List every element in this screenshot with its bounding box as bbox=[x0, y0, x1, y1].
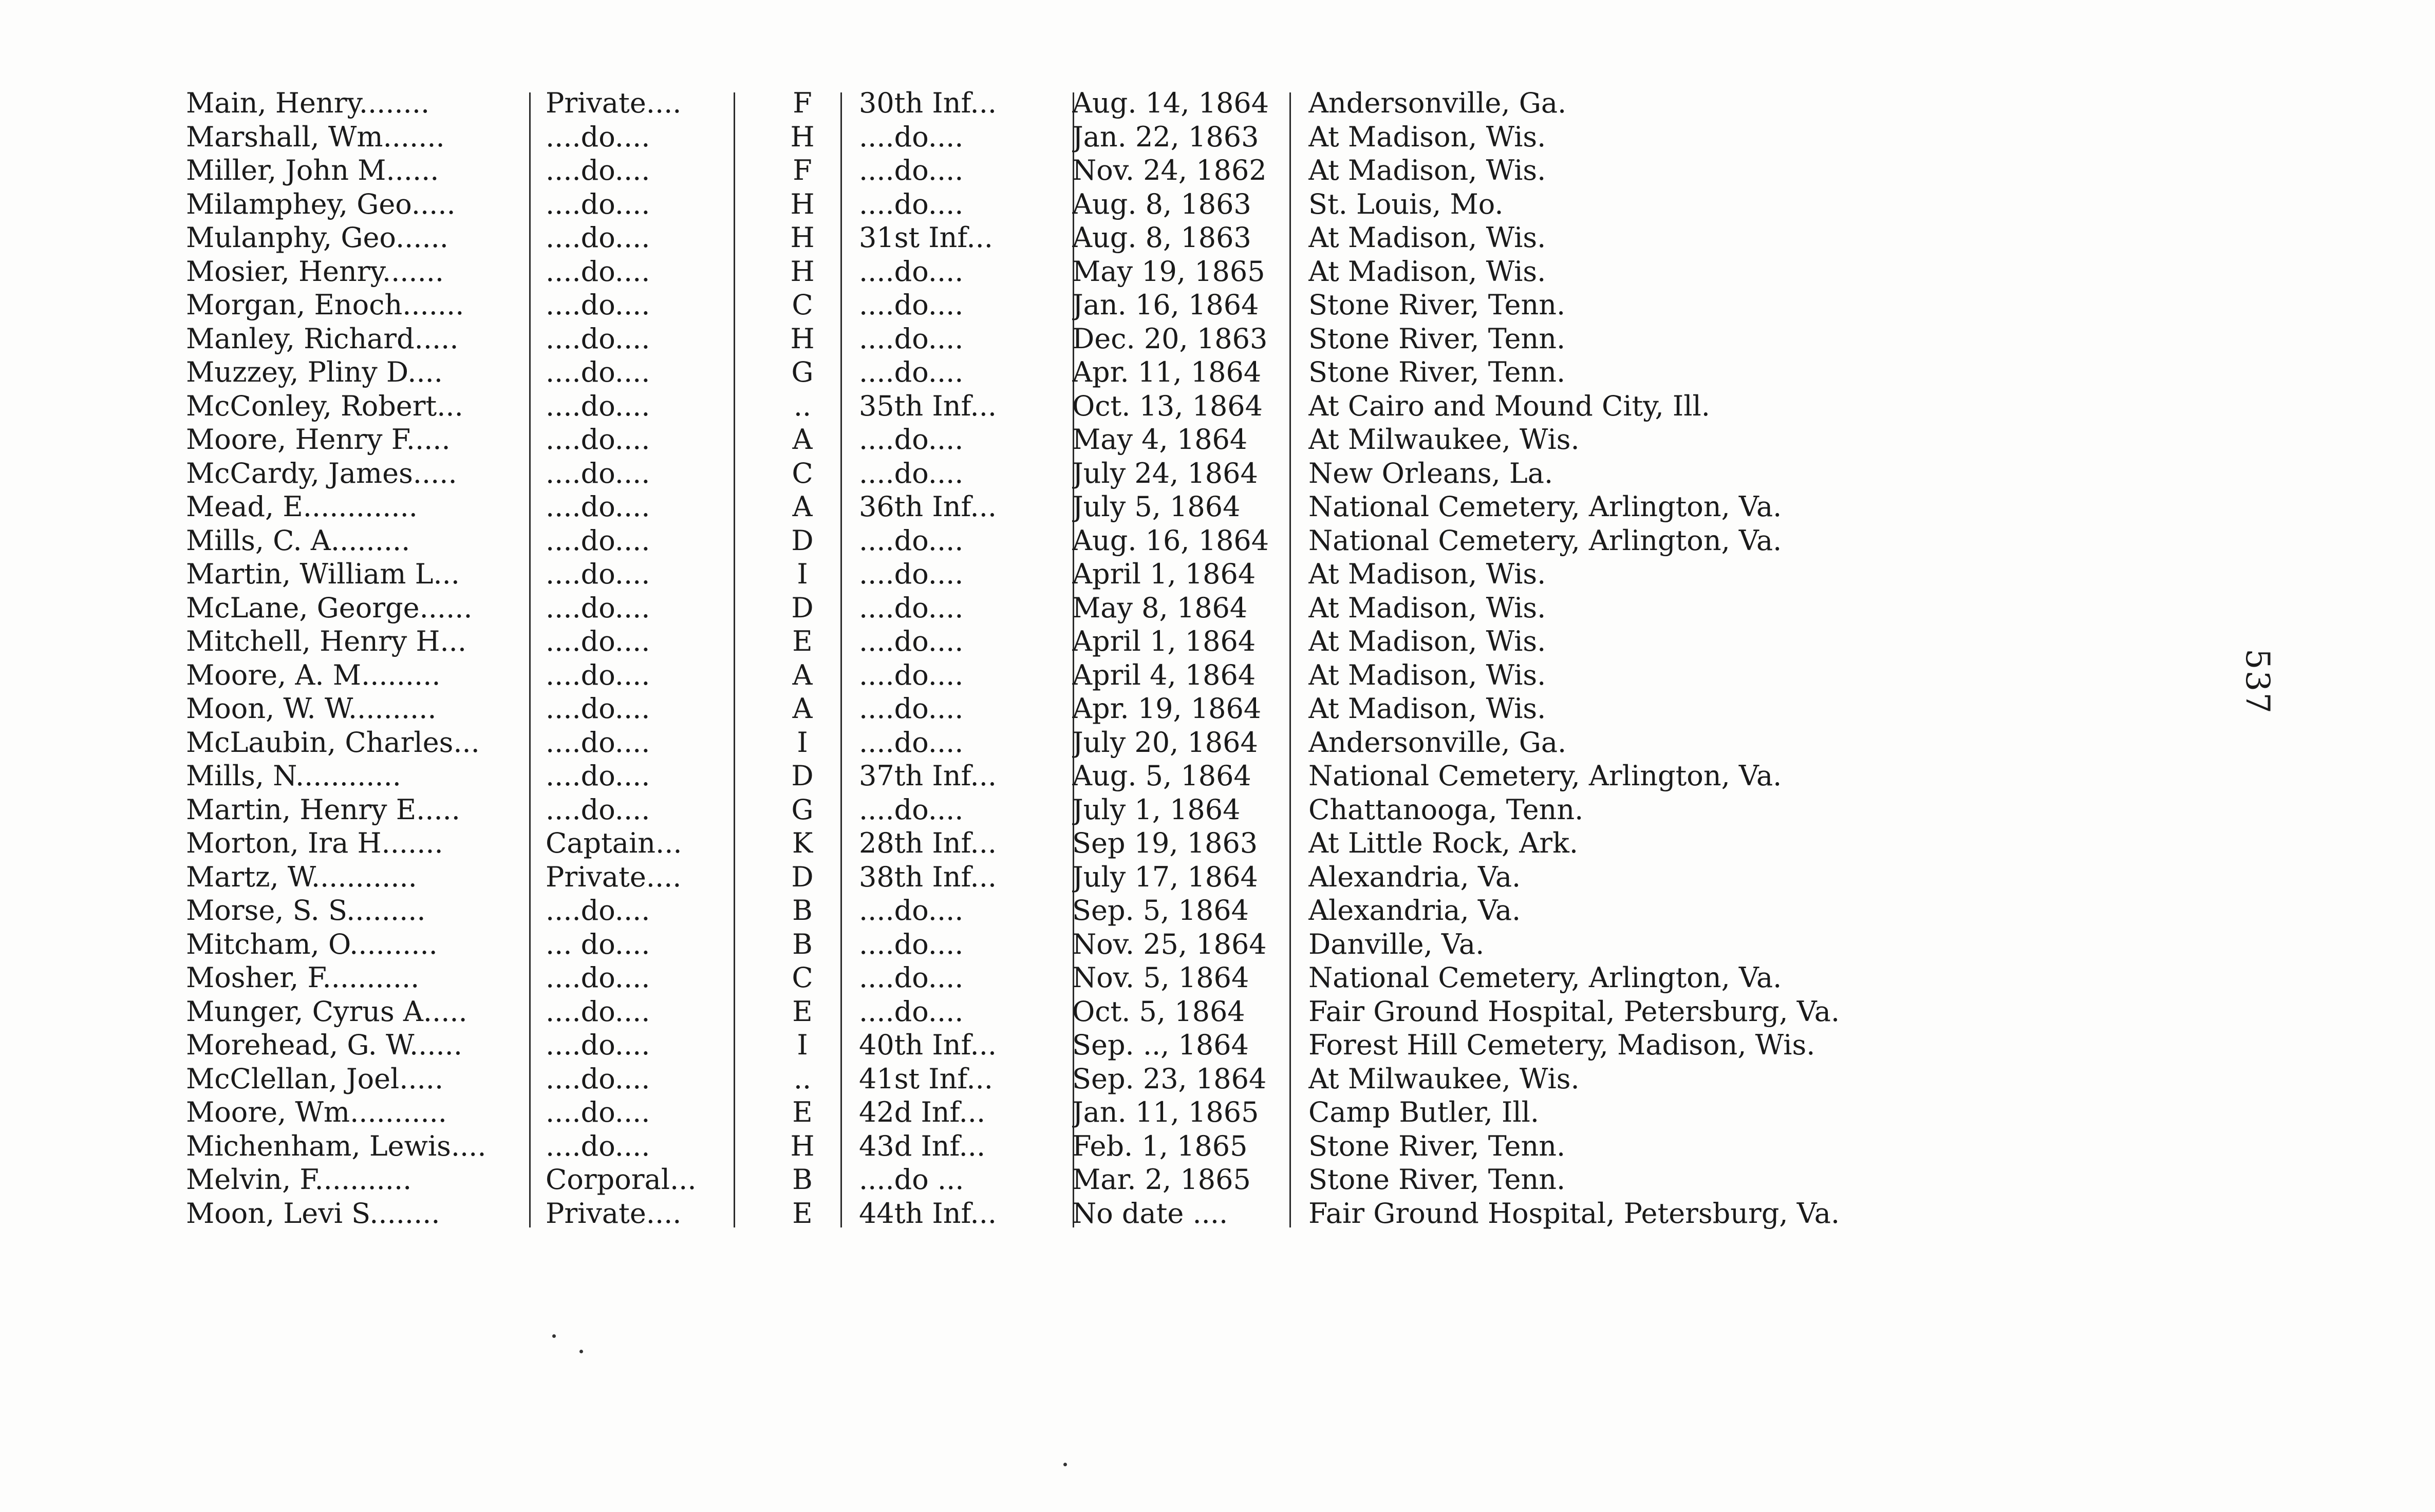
table-row bbox=[186, 154, 1933, 187]
table-row bbox=[186, 490, 1933, 524]
soldier-company: D bbox=[791, 760, 814, 792]
soldier-rank: ....do.... bbox=[546, 289, 650, 321]
table-row bbox=[186, 894, 1933, 928]
soldier-name: Mills, C. A......... bbox=[186, 524, 410, 557]
soldier-name: Martz, W............ bbox=[186, 860, 417, 893]
soldier-regiment: ....do.... bbox=[859, 928, 964, 960]
soldier-regiment: ....do.... bbox=[859, 692, 964, 725]
burial-place: Stone River, Tenn. bbox=[1308, 1163, 1566, 1196]
soldier-regiment: 36th Inf... bbox=[859, 490, 997, 523]
table-row bbox=[186, 457, 1933, 490]
death-date: July 17, 1864 bbox=[1072, 860, 1258, 893]
soldier-regiment: 30th Inf... bbox=[859, 87, 997, 119]
soldier-company: E bbox=[792, 995, 813, 1028]
soldier-rank: ....do.... bbox=[546, 1129, 650, 1162]
soldier-regiment: 35th Inf... bbox=[859, 389, 997, 422]
soldier-company: D bbox=[791, 860, 814, 893]
soldier-rank: ....do.... bbox=[546, 120, 650, 153]
death-date: April 4, 1864 bbox=[1072, 658, 1256, 691]
table-row bbox=[186, 322, 1933, 356]
ink-speck bbox=[1063, 1463, 1067, 1466]
soldier-regiment: 40th Inf... bbox=[859, 1029, 997, 1061]
soldier-rank: Corporal... bbox=[546, 1163, 697, 1196]
soldier-name: Main, Henry........ bbox=[186, 87, 430, 119]
soldier-company: E bbox=[792, 1096, 813, 1128]
soldier-regiment: ....do.... bbox=[859, 524, 964, 557]
soldier-rank: ....do.... bbox=[546, 625, 650, 657]
burial-place: At Madison, Wis. bbox=[1308, 221, 1546, 254]
soldier-rank: ....do.... bbox=[546, 793, 650, 826]
soldier-company: C bbox=[792, 961, 813, 994]
death-date: Jan. 16, 1864 bbox=[1072, 289, 1259, 321]
death-date: Sep 19, 1863 bbox=[1072, 827, 1258, 859]
death-date: April 1, 1864 bbox=[1072, 625, 1256, 657]
death-date: Aug. 5, 1864 bbox=[1072, 760, 1251, 792]
soldier-name: Moon, Levi S........ bbox=[186, 1197, 440, 1230]
soldier-rank: Captain... bbox=[546, 827, 682, 859]
soldier-company: K bbox=[792, 827, 813, 859]
soldier-name: Mulanphy, Geo...... bbox=[186, 221, 448, 254]
table-row bbox=[186, 1129, 1933, 1163]
soldier-regiment: ....do.... bbox=[859, 558, 964, 590]
burial-place: At Madison, Wis. bbox=[1308, 120, 1546, 153]
ink-speck bbox=[579, 1350, 583, 1353]
soldier-rank: ....do.... bbox=[546, 524, 650, 557]
soldier-regiment: ....do.... bbox=[859, 154, 964, 186]
soldier-company: C bbox=[792, 289, 813, 321]
table-row bbox=[186, 928, 1933, 961]
soldier-company: .. bbox=[793, 389, 812, 422]
table-row bbox=[186, 255, 1933, 289]
soldier-name: Moore, A. M......... bbox=[186, 658, 441, 691]
soldier-name: Milamphey, Geo..... bbox=[186, 187, 456, 220]
soldier-rank: ....do.... bbox=[546, 692, 650, 725]
soldier-name: Morehead, G. W...... bbox=[186, 1029, 462, 1061]
burial-place: New Orleans, La. bbox=[1308, 457, 1553, 489]
burial-place: At Little Rock, Ark. bbox=[1308, 827, 1578, 859]
soldier-name: Moore, Wm........... bbox=[186, 1096, 447, 1128]
soldier-rank: ....do.... bbox=[546, 389, 650, 422]
table-row bbox=[186, 1062, 1933, 1096]
soldier-company: E bbox=[792, 1197, 813, 1230]
table-row bbox=[186, 288, 1933, 322]
burial-place: At Madison, Wis. bbox=[1308, 591, 1546, 624]
soldier-company: I bbox=[797, 558, 808, 590]
death-date: Oct. 13, 1864 bbox=[1072, 389, 1263, 422]
table-row bbox=[186, 423, 1933, 457]
soldier-regiment: ....do.... bbox=[859, 289, 964, 321]
burial-place: At Madison, Wis. bbox=[1308, 255, 1546, 288]
death-date: July 20, 1864 bbox=[1072, 726, 1258, 759]
soldier-regiment: ....do.... bbox=[859, 423, 964, 456]
table-row bbox=[186, 625, 1933, 658]
soldier-regiment: 41st Inf... bbox=[859, 1062, 993, 1095]
soldier-name: Moon, W. W.......... bbox=[186, 692, 437, 725]
table-row bbox=[186, 389, 1933, 423]
table-row bbox=[186, 726, 1933, 760]
page-number: 537 bbox=[2238, 648, 2277, 715]
burial-place: At Cairo and Mound City, Ill. bbox=[1308, 389, 1710, 422]
ink-speck bbox=[552, 1334, 556, 1338]
table-row bbox=[186, 793, 1933, 827]
soldier-company: I bbox=[797, 726, 808, 759]
burial-place: Chattanooga, Tenn. bbox=[1308, 793, 1584, 826]
soldier-company: A bbox=[792, 490, 813, 523]
soldier-name: McConley, Robert... bbox=[186, 389, 463, 422]
table-row bbox=[186, 355, 1933, 389]
soldier-regiment: ....do.... bbox=[859, 625, 964, 657]
death-date: Apr. 19, 1864 bbox=[1072, 692, 1262, 725]
table-row bbox=[186, 1197, 1933, 1231]
burial-place: Fair Ground Hospital, Petersburg, Va. bbox=[1308, 1197, 1840, 1230]
soldier-company: E bbox=[792, 625, 813, 657]
soldier-name: Melvin, F........... bbox=[186, 1163, 412, 1196]
soldier-name: McClellan, Joel..... bbox=[186, 1062, 444, 1095]
soldier-name: Mitchell, Henry H... bbox=[186, 625, 467, 657]
soldier-regiment: ....do.... bbox=[859, 591, 964, 624]
soldier-name: Mills, N............ bbox=[186, 760, 401, 792]
table-row bbox=[186, 591, 1933, 625]
death-date: No date .... bbox=[1072, 1197, 1228, 1230]
table-row bbox=[186, 1028, 1933, 1062]
burial-place: National Cemetery, Arlington, Va. bbox=[1308, 490, 1782, 523]
death-date: May 19, 1865 bbox=[1072, 255, 1265, 288]
death-date: Nov. 25, 1864 bbox=[1072, 928, 1267, 960]
soldier-regiment: 42d Inf... bbox=[859, 1096, 986, 1128]
soldier-name: McLaubin, Charles... bbox=[186, 726, 480, 759]
soldier-regiment: ....do.... bbox=[859, 322, 964, 355]
burial-place: National Cemetery, Arlington, Va. bbox=[1308, 961, 1782, 994]
soldier-name: Martin, Henry E..... bbox=[186, 793, 460, 826]
soldier-name: Manley, Richard..... bbox=[186, 322, 459, 355]
burial-place: At Madison, Wis. bbox=[1308, 558, 1546, 590]
burial-place: Alexandria, Va. bbox=[1308, 894, 1521, 927]
soldier-name: Michenham, Lewis.... bbox=[186, 1129, 486, 1162]
table-row bbox=[186, 187, 1933, 221]
soldier-rank: ....do.... bbox=[546, 423, 650, 456]
soldier-rank: ....do.... bbox=[546, 356, 650, 388]
death-date: Aug. 16, 1864 bbox=[1072, 524, 1269, 557]
table-row bbox=[186, 826, 1933, 860]
burial-place: At Madison, Wis. bbox=[1308, 692, 1546, 725]
soldier-regiment: 44th Inf... bbox=[859, 1197, 997, 1230]
burial-place: Andersonville, Ga. bbox=[1308, 726, 1567, 759]
soldier-name: Munger, Cyrus A..... bbox=[186, 995, 467, 1028]
soldier-name: Morse, S. S......... bbox=[186, 894, 426, 927]
soldier-company: B bbox=[792, 1163, 813, 1196]
soldier-rank: ....do.... bbox=[546, 591, 650, 624]
soldier-rank: ....do.... bbox=[546, 154, 650, 186]
soldier-name: Mitcham, O.......... bbox=[186, 928, 438, 960]
soldier-regiment: ....do.... bbox=[859, 255, 964, 288]
soldier-regiment: ....do.... bbox=[859, 995, 964, 1028]
soldier-regiment: ....do.... bbox=[859, 356, 964, 388]
burial-place: Stone River, Tenn. bbox=[1308, 289, 1566, 321]
death-date: Aug. 14, 1864 bbox=[1072, 87, 1269, 119]
soldier-rank: Private.... bbox=[546, 1197, 682, 1230]
soldier-regiment: ....do ... bbox=[859, 1163, 964, 1196]
soldier-company: B bbox=[792, 928, 813, 960]
soldier-company: I bbox=[797, 1029, 808, 1061]
soldier-company: B bbox=[792, 894, 813, 927]
table-row bbox=[186, 692, 1933, 726]
death-date: Apr. 11, 1864 bbox=[1072, 356, 1262, 388]
soldier-rank: Private.... bbox=[546, 87, 682, 119]
death-date: Sep. .., 1864 bbox=[1072, 1029, 1249, 1061]
soldier-company: H bbox=[790, 322, 815, 355]
soldier-name: McCardy, James..... bbox=[186, 457, 457, 489]
soldier-company: D bbox=[791, 524, 814, 557]
soldier-rank: ....do.... bbox=[546, 1029, 650, 1061]
burial-place: Camp Butler, Ill. bbox=[1308, 1096, 1540, 1128]
table-row bbox=[186, 995, 1933, 1029]
soldier-company: A bbox=[792, 692, 813, 725]
soldier-rank: ....do.... bbox=[546, 490, 650, 523]
table-row bbox=[186, 759, 1933, 793]
soldier-name: Muzzey, Pliny D.... bbox=[186, 356, 443, 388]
soldier-regiment: 28th Inf... bbox=[859, 827, 997, 859]
death-date: Sep. 5, 1864 bbox=[1072, 894, 1249, 927]
soldier-name: McLane, George...... bbox=[186, 591, 473, 624]
soldier-company: H bbox=[790, 120, 815, 153]
soldier-company: .. bbox=[793, 1062, 812, 1095]
table-row bbox=[186, 658, 1933, 692]
burial-place: Stone River, Tenn. bbox=[1308, 356, 1566, 388]
soldier-rank: ....do.... bbox=[546, 1062, 650, 1095]
burial-place: National Cemetery, Arlington, Va. bbox=[1308, 760, 1782, 792]
soldier-rank: ....do.... bbox=[546, 322, 650, 355]
burial-place: At Madison, Wis. bbox=[1308, 658, 1546, 691]
soldier-name: Moore, Henry F..... bbox=[186, 423, 451, 456]
death-date: Aug. 8, 1863 bbox=[1072, 221, 1251, 254]
death-date: July 5, 1864 bbox=[1072, 490, 1241, 523]
soldier-rank: ....do.... bbox=[546, 894, 650, 927]
soldier-name: Mead, E............. bbox=[186, 490, 418, 523]
roster-table bbox=[186, 86, 1933, 1230]
soldier-company: G bbox=[791, 793, 814, 826]
burial-place: At Madison, Wis. bbox=[1308, 154, 1546, 186]
death-date: Jan. 22, 1863 bbox=[1072, 120, 1259, 153]
soldier-rank: ....do.... bbox=[546, 255, 650, 288]
soldier-rank: ....do.... bbox=[546, 457, 650, 489]
death-date: July 24, 1864 bbox=[1072, 457, 1258, 489]
soldier-regiment: 38th Inf... bbox=[859, 860, 997, 893]
soldier-company: D bbox=[791, 591, 814, 624]
death-date: May 4, 1864 bbox=[1072, 423, 1248, 456]
table-row bbox=[186, 860, 1933, 894]
soldier-regiment: ....do.... bbox=[859, 793, 964, 826]
death-date: July 1, 1864 bbox=[1072, 793, 1241, 826]
soldier-regiment: ....do.... bbox=[859, 726, 964, 759]
burial-place: At Milwaukee, Wis. bbox=[1308, 423, 1580, 456]
soldier-name: Mosher, F........... bbox=[186, 961, 420, 994]
soldier-company: H bbox=[790, 221, 815, 254]
soldier-rank: ....do.... bbox=[546, 658, 650, 691]
soldier-regiment: ....do.... bbox=[859, 120, 964, 153]
soldier-company: C bbox=[792, 457, 813, 489]
soldier-rank: ... do.... bbox=[546, 928, 650, 960]
table-row bbox=[186, 221, 1933, 255]
soldier-rank: ....do.... bbox=[546, 1096, 650, 1128]
soldier-rank: ....do.... bbox=[546, 760, 650, 792]
death-date: Feb. 1, 1865 bbox=[1072, 1129, 1248, 1162]
soldier-company: G bbox=[791, 356, 814, 388]
death-date: Dec. 20, 1863 bbox=[1072, 322, 1268, 355]
soldier-regiment: ....do.... bbox=[859, 457, 964, 489]
death-date: Sep. 23, 1864 bbox=[1072, 1062, 1267, 1095]
soldier-regiment: ....do.... bbox=[859, 658, 964, 691]
table-row bbox=[186, 1163, 1933, 1197]
soldier-company: A bbox=[792, 658, 813, 691]
soldier-name: Miller, John M...... bbox=[186, 154, 439, 186]
soldier-company: F bbox=[793, 154, 812, 186]
soldier-regiment: 43d Inf... bbox=[859, 1129, 986, 1162]
soldier-rank: ....do.... bbox=[546, 995, 650, 1028]
soldier-name: Morgan, Enoch....... bbox=[186, 289, 464, 321]
soldier-company: H bbox=[790, 187, 815, 220]
soldier-regiment: ....do.... bbox=[859, 187, 964, 220]
death-date: Mar. 2, 1865 bbox=[1072, 1163, 1251, 1196]
soldier-name: Mosier, Henry....... bbox=[186, 255, 444, 288]
soldier-company: H bbox=[790, 1129, 815, 1162]
soldier-regiment: ....do.... bbox=[859, 894, 964, 927]
burial-place: Danville, Va. bbox=[1308, 928, 1485, 960]
table-row bbox=[186, 524, 1933, 558]
death-date: Jan. 11, 1865 bbox=[1072, 1096, 1259, 1128]
burial-place: Alexandria, Va. bbox=[1308, 860, 1521, 893]
table-row bbox=[186, 86, 1933, 120]
soldier-name: Marshall, Wm....... bbox=[186, 120, 445, 153]
soldier-company: A bbox=[792, 423, 813, 456]
soldier-regiment: 37th Inf... bbox=[859, 760, 997, 792]
table-row bbox=[186, 557, 1933, 591]
soldier-company: H bbox=[790, 255, 815, 288]
soldier-name: Morton, Ira H....... bbox=[186, 827, 443, 859]
burial-place: Andersonville, Ga. bbox=[1308, 87, 1567, 119]
soldier-regiment: 31st Inf... bbox=[859, 221, 993, 254]
table-row bbox=[186, 120, 1933, 154]
soldier-rank: Private.... bbox=[546, 860, 682, 893]
soldier-rank: ....do.... bbox=[546, 558, 650, 590]
burial-place: Stone River, Tenn. bbox=[1308, 1129, 1566, 1162]
death-date: Nov. 5, 1864 bbox=[1072, 961, 1249, 994]
burial-place: Fair Ground Hospital, Petersburg, Va. bbox=[1308, 995, 1840, 1028]
soldier-name: Martin, William L... bbox=[186, 558, 460, 590]
soldier-rank: ....do.... bbox=[546, 726, 650, 759]
burial-place: At Milwaukee, Wis. bbox=[1308, 1062, 1580, 1095]
death-date: April 1, 1864 bbox=[1072, 558, 1256, 590]
table-row bbox=[186, 961, 1933, 995]
death-date: Aug. 8, 1863 bbox=[1072, 187, 1251, 220]
death-date: Nov. 24, 1862 bbox=[1072, 154, 1267, 186]
soldier-rank: ....do.... bbox=[546, 961, 650, 994]
soldier-regiment: ....do.... bbox=[859, 961, 964, 994]
soldier-company: F bbox=[793, 87, 812, 119]
burial-place: National Cemetery, Arlington, Va. bbox=[1308, 524, 1782, 557]
table-row bbox=[186, 1095, 1933, 1129]
burial-place: St. Louis, Mo. bbox=[1308, 187, 1504, 220]
burial-place: Stone River, Tenn. bbox=[1308, 322, 1566, 355]
death-date: Oct. 5, 1864 bbox=[1072, 995, 1245, 1028]
soldier-rank: ....do.... bbox=[546, 187, 650, 220]
burial-place: At Madison, Wis. bbox=[1308, 625, 1546, 657]
soldier-rank: ....do.... bbox=[546, 221, 650, 254]
death-date: May 8, 1864 bbox=[1072, 591, 1248, 624]
burial-place: Forest Hill Cemetery, Madison, Wis. bbox=[1308, 1029, 1815, 1061]
